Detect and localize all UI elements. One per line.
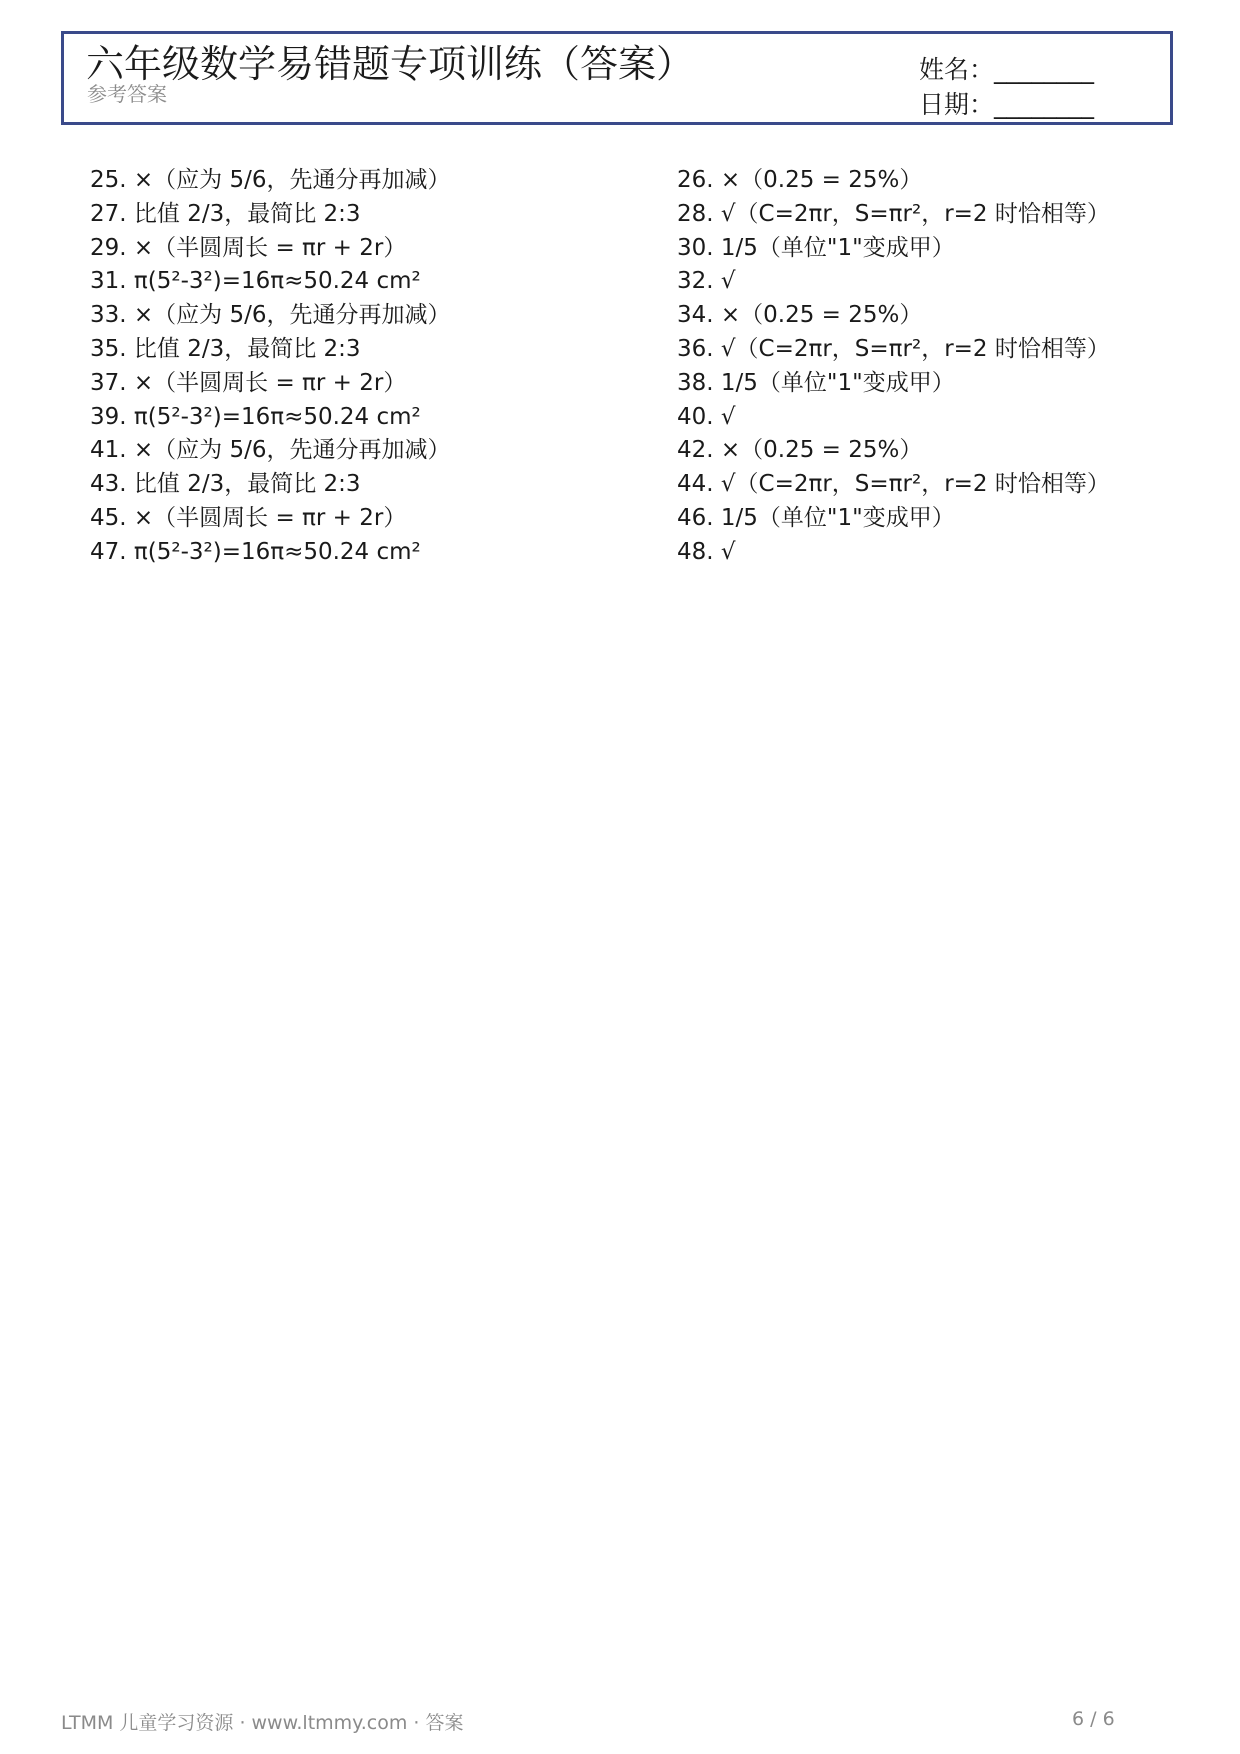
answer-item-44: 44. √（C=2πr，S=πr²，r=2 时恰相等） xyxy=(677,471,1110,498)
answer-item-43: 43. 比值 2/3，最简比 2:3 xyxy=(90,471,361,498)
answer-item-33: 33. ×（应为 5/6，先通分再加减） xyxy=(90,302,451,329)
page-subtitle: 参考答案 xyxy=(87,82,167,106)
page-title: 六年级数学易错题专项训练（答案） xyxy=(86,42,695,86)
answer-list xyxy=(90,164,1150,570)
student-info xyxy=(919,52,1094,122)
answer-item-37: 37. ×（半圆周长 = πr + 2r） xyxy=(90,369,407,396)
answer-item-26: 26. ×（0.25 = 25%） xyxy=(677,167,923,193)
answer-item-48: 48. √ xyxy=(677,538,736,565)
answer-item-31: 31. π(5²-3²)=16π≈50.24 cm² xyxy=(90,268,421,295)
answer-item-28: 28. √（C=2πr，S=πr²，r=2 时恰相等） xyxy=(677,200,1110,227)
answer-item-27: 27. 比值 2/3，最简比 2:3 xyxy=(90,200,361,227)
answer-item-45: 45. ×（半圆周长 = πr + 2r） xyxy=(90,504,407,531)
answer-item-38: 38. 1/5（单位"1"变成甲） xyxy=(677,369,955,396)
page-number: 6 / 6 xyxy=(1072,1708,1115,1730)
answer-item-42: 42. ×（0.25 = 25%） xyxy=(677,437,923,464)
footer-source: LTMM 儿童学习资源 · www.ltmmy.com · 答案 xyxy=(61,1712,464,1734)
date-field-label: 日期：________ xyxy=(919,90,1095,119)
answer-item-39: 39. π(5²-3²)=16π≈50.24 cm² xyxy=(90,403,421,430)
answer-item-25: 25. ×（应为 5/6，先通分再加减） xyxy=(90,167,451,193)
answer-item-36: 36. √（C=2πr，S=πr²，r=2 时恰相等） xyxy=(677,335,1110,362)
answer-item-40: 40. √ xyxy=(677,403,736,430)
answer-item-34: 34. ×（0.25 = 25%） xyxy=(677,302,923,329)
answer-item-46: 46. 1/5（单位"1"变成甲） xyxy=(677,504,955,531)
answer-item-41: 41. ×（应为 5/6，先通分再加减） xyxy=(90,437,451,464)
answer-item-30: 30. 1/5（单位"1"变成甲） xyxy=(677,234,955,261)
answer-item-32: 32. √ xyxy=(677,268,736,295)
name-field-label: 姓名：________ xyxy=(919,55,1095,84)
header-box xyxy=(61,31,1173,125)
answer-item-35: 35. 比值 2/3，最简比 2:3 xyxy=(90,335,361,362)
answer-item-29: 29. ×（半圆周长 = πr + 2r） xyxy=(90,234,407,261)
answer-item-47: 47. π(5²-3²)=16π≈50.24 cm² xyxy=(90,538,421,565)
